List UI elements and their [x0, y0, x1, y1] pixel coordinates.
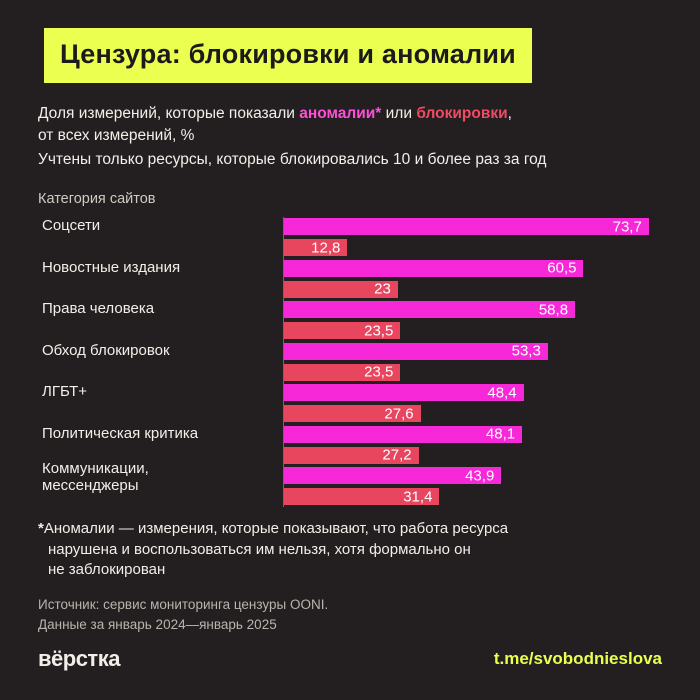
bar-chart: [38, 217, 662, 507]
chart-row-label: Политическая критика: [42, 424, 199, 442]
chart-row-label: Коммуникации, мессенджеры: [42, 460, 278, 495]
footnote: [38, 519, 662, 581]
anomaly-bar-value: 73,7: [612, 218, 642, 235]
chart-row-label: Права человека: [42, 300, 155, 317]
chart-row-bars: [284, 466, 662, 508]
chart-row: [38, 259, 662, 301]
chart-row-label: Обход блокировок: [42, 341, 170, 359]
anomaly-bar-value: 48,1: [485, 425, 516, 443]
footnote-star: *: [38, 520, 44, 537]
blocking-bar: [284, 239, 347, 256]
blocking-bar-value: 27,2: [382, 446, 412, 464]
blocking-bar-value: 27,6: [384, 405, 414, 422]
chart-row: [38, 460, 662, 508]
chart-row-bars: [284, 217, 662, 259]
chart-row-bars: [284, 383, 662, 425]
blocking-bar-value: 31,4: [403, 488, 433, 505]
subtitle-blocking-word: блокировки: [416, 105, 508, 122]
blocking-bar-value: 23,5: [364, 322, 394, 339]
anomaly-bar-value: 53,3: [511, 342, 541, 360]
blocking-bar: [284, 322, 400, 339]
chart-row-bars: [284, 425, 662, 467]
brand-logo: вёрстка: [38, 646, 120, 671]
anomaly-bar: [284, 218, 649, 235]
chart-row: [38, 383, 662, 425]
footnote-line2: нарушена и воспользоваться им нельзя, хотя формально он: [48, 540, 471, 558]
blocking-bar: [284, 364, 400, 381]
chart-row-label: Соцсети: [42, 217, 101, 234]
anomaly-bar: [284, 301, 575, 318]
chart-row: [38, 342, 662, 384]
blocking-bar: [284, 281, 398, 298]
blocking-bar: [284, 488, 439, 505]
anomaly-bar-value: 60,5: [547, 259, 577, 277]
chart-row-bars: [284, 342, 662, 384]
footnote-line3: не заблокирован: [48, 561, 166, 579]
page-title: Цензура: блокировки и аномалии: [44, 28, 532, 83]
anomaly-bar-value: 48,4: [487, 384, 517, 401]
telegram-handle[interactable]: t.me/svobodnieslova: [493, 649, 662, 668]
subtitle-part1: Доля измерений, которые показали: [38, 105, 300, 122]
anomaly-bar: [284, 343, 548, 360]
chart-row-bars: [284, 259, 662, 301]
source-line2: Данные за январь 2024—январь 2025: [38, 616, 277, 632]
chart-rows: [38, 217, 662, 508]
blocking-bar-value: 23,5: [364, 363, 394, 381]
source-line1: Источник: сервис мониторинга цензуры OONI.: [38, 597, 329, 613]
blocking-bar: [284, 447, 419, 464]
anomaly-bar: [284, 426, 522, 443]
subtitle-anomaly-word: аномалии*: [299, 105, 382, 122]
anomaly-bar-value: 58,8: [538, 301, 569, 318]
chart-row-label: Новостные издания: [42, 258, 181, 276]
anomaly-bar-value: 43,9: [465, 467, 495, 484]
blocking-bar: [284, 405, 421, 422]
subtitle-line3: Учтены только ресурсы, которые блокировались 10 и более раз за год: [38, 151, 547, 168]
category-axis-label: Категория сайтов: [38, 191, 156, 207]
anomaly-bar: [284, 467, 501, 484]
chart-subtitle: [38, 103, 662, 147]
chart-row-label: ЛГБТ+: [42, 383, 88, 400]
chart-row: [38, 300, 662, 342]
anomaly-bar: [284, 260, 583, 277]
subtitle-part3: ,: [507, 105, 512, 122]
blocking-bar-value: 23: [374, 280, 391, 298]
chart-row: [38, 217, 662, 259]
subtitle-line2: от всех измерений, %: [38, 127, 195, 144]
footnote-line1: Аномалии — измерения, которые показывают, что работа ресурса: [43, 520, 509, 537]
anomaly-bar: [284, 384, 524, 401]
subtitle-part2: или: [381, 105, 417, 122]
chart-row-bars: [284, 300, 662, 342]
chart-row-label-line2: мессенджеры: [42, 477, 139, 495]
source-note: [38, 595, 662, 634]
blocking-bar-value: 12,8: [311, 239, 341, 256]
footer-bar: [38, 646, 662, 672]
